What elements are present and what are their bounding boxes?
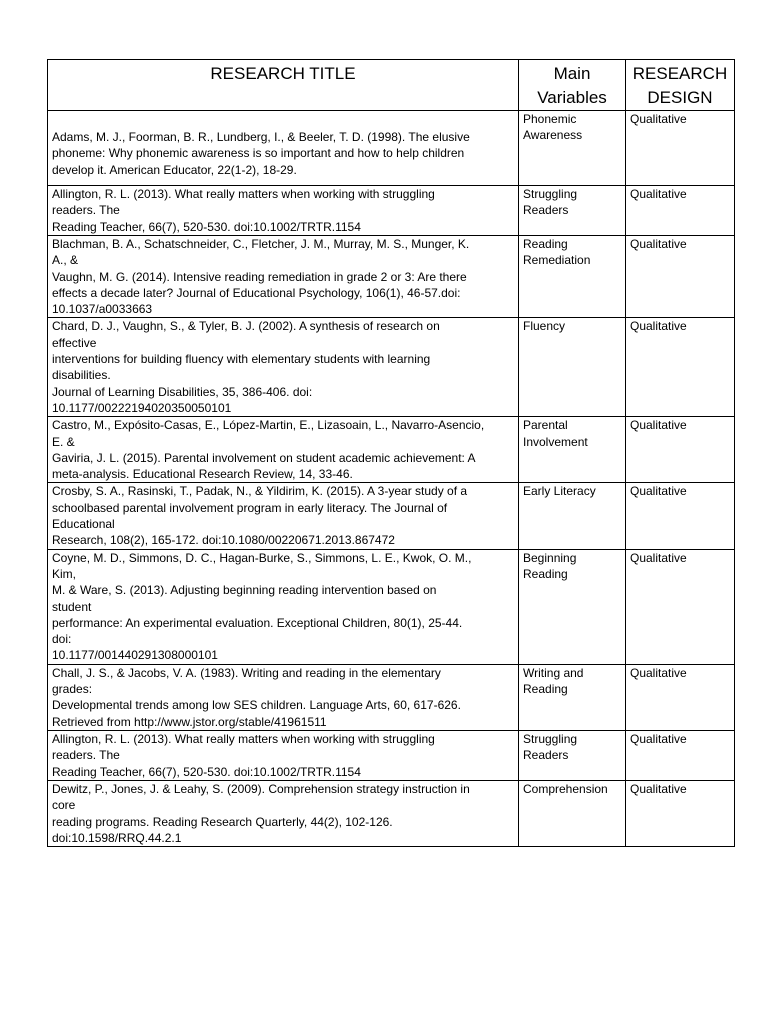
reference-line: 10.1177/00222194020350050101: [52, 400, 232, 415]
header-main-variables: [519, 60, 626, 111]
main-variable-line: Fluency: [523, 319, 566, 334]
research-design-cell: Qualitative: [626, 417, 735, 483]
table-row: [48, 664, 735, 730]
reference-line: student: [52, 599, 92, 614]
main-variable-line: Remediation: [523, 253, 591, 268]
header-research-title: [48, 60, 519, 111]
reference-line: Adams, M. J., Foorman, B. R., Lundberg, I., & Beeler, T. D. (1998). The elusive: [52, 130, 470, 144]
reference-line: develop it. American Educator, 22(1-2), 18-29.: [52, 162, 297, 177]
reference-cell: [48, 549, 519, 664]
research-design-cell: Qualitative: [626, 483, 735, 549]
research-table: [47, 59, 735, 847]
reference-line: schoolbased parental involvement program in early literacy. The Journal of: [52, 500, 448, 515]
main-variable-cell: [519, 780, 626, 846]
reference-line: Chard, D. J., Vaughn, S., & Tyler, B. J. (2002). A synthesis of research on: [52, 319, 440, 334]
main-variable-line: Readers: [523, 748, 569, 763]
header-research-design-line2: DESIGN: [647, 88, 713, 107]
main-variable-line: Phonemic: [523, 112, 577, 126]
reference-line: readers. The: [52, 203, 120, 218]
main-variable-line: Parental: [523, 418, 568, 433]
reference-line: Castro, M., Expósito-Casas, E., López-Martin, E., Lizasoain, L., Navarro-Asencio,: [52, 418, 485, 433]
research-design-cell: Qualitative: [626, 664, 735, 730]
reference-line: core: [52, 798, 76, 813]
reference-cell: [48, 780, 519, 846]
table-row: [48, 111, 735, 186]
reference-line: meta-analysis. Educational Research Review, 14, 33-46.: [52, 467, 353, 482]
reference-cell: [48, 483, 519, 549]
main-variable-cell: [519, 318, 626, 417]
reference-line: Crosby, S. A., Rasinski, T., Padak, N., & Yildirim, K. (2015). A 3-year study of a: [52, 484, 468, 499]
reference-line: doi:10.1598/RRQ.44.2.1: [52, 830, 182, 845]
research-design-cell: Qualitative: [626, 236, 735, 318]
reference-line: Allington, R. L. (2013). What really matters when working with struggling: [52, 731, 435, 746]
reference-cell: [48, 236, 519, 318]
research-design-cell: Qualitative: [626, 111, 735, 186]
table-row: [48, 730, 735, 780]
reference-line: Research, 108(2), 165-172. doi:10.1080/00220671.2013.867472: [52, 533, 395, 548]
reference-line: A., &: [52, 253, 79, 268]
main-variable-cell: [519, 664, 626, 730]
reference-line: Dewitz, P., Jones, J. & Leahy, S. (2009). Comprehension strategy instruction in: [52, 781, 470, 796]
research-design-cell: Qualitative: [626, 780, 735, 846]
table-header-row: [48, 60, 735, 111]
main-variable-cell: [519, 483, 626, 549]
research-design-cell: Qualitative: [626, 318, 735, 417]
reference-line: readers. The: [52, 748, 120, 763]
main-variable-line: Writing and: [523, 665, 584, 680]
reference-line: Chall, J. S., & Jacobs, V. A. (1983). Writing and reading in the elementary: [52, 665, 441, 680]
main-variable-line: Struggling: [523, 187, 578, 201]
reference-line: 10.1037/a0033663: [52, 302, 153, 317]
reference-line: Educational: [52, 517, 115, 532]
reference-line: M. & Ware, S. (2013). Adjusting beginning reading intervention based on: [52, 583, 437, 598]
reference-line: disabilities.: [52, 368, 111, 383]
reference-line: Journal of Learning Disabilities, 35, 386-406. doi:: [52, 384, 313, 399]
reference-line: Vaughn, M. G. (2014). Intensive reading remediation in grade 2 or 3: Are there: [52, 269, 467, 284]
table-body: [48, 111, 735, 847]
main-variable-line: Reading: [523, 566, 568, 581]
header-research-design: [626, 60, 735, 111]
main-variable-cell: [519, 730, 626, 780]
reference-line: Reading Teacher, 66(7), 520-530. doi:10.1002/TRTR.1154: [52, 219, 361, 234]
reference-line: effective: [52, 335, 97, 350]
reference-line: phoneme: Why phonemic awareness is so important and how to help children: [52, 146, 465, 161]
main-variable-line: Comprehension: [523, 781, 608, 796]
reference-line: interventions for building fluency with elementary students with learning: [52, 352, 431, 367]
main-variable-line: Beginning: [523, 550, 577, 565]
reference-cell: [48, 417, 519, 483]
reference-line: effects a decade later? Journal of Educational Psychology, 106(1), 46-57.doi:: [52, 285, 461, 300]
reference-line: Blachman, B. A., Schatschneider, C., Fletcher, J. M., Murray, M. S., Munger, K.: [52, 237, 470, 251]
reference-line: grades:: [52, 682, 93, 697]
table-row: [48, 780, 735, 846]
header-main-variables-line1: Main: [553, 64, 591, 83]
reference-line: Coyne, M. D., Simmons, D. C., Hagan-Burke, S., Simmons, L. E., Kwok, O. M.,: [52, 550, 472, 565]
reference-line: doi:: [52, 632, 72, 647]
reference-cell: [48, 186, 519, 236]
main-variable-line: Early Literacy: [523, 484, 596, 499]
reference-line: performance: An experimental evaluation. Exceptional Children, 80(1), 25-44.: [52, 615, 463, 630]
reference-line: reading programs. Reading Research Quarterly, 44(2), 102-126.: [52, 814, 393, 829]
main-variable-line: Reading: [523, 237, 568, 251]
reference-cell: [48, 111, 519, 186]
reference-cell: [48, 730, 519, 780]
reference-cell: [48, 664, 519, 730]
reference-cell: [48, 318, 519, 417]
header-research-title-text: RESEARCH TITLE: [210, 64, 356, 83]
header-main-variables-line2: Variables: [537, 88, 607, 107]
research-design-cell: Qualitative: [626, 186, 735, 236]
reference-line: Reading Teacher, 66(7), 520-530. doi:10.1002/TRTR.1154: [52, 764, 361, 779]
main-variable-line: Reading: [523, 682, 568, 697]
main-variable-line: Struggling: [523, 731, 578, 746]
table-row: [48, 549, 735, 664]
reference-line: Allington, R. L. (2013). What really matters when working with struggling: [52, 187, 435, 201]
main-variable-line: Awareness: [523, 128, 583, 143]
table-row: [48, 417, 735, 483]
table-row: [48, 318, 735, 417]
reference-line: Developmental trends among low SES children. Language Arts, 60, 617-626.: [52, 698, 461, 713]
table-row: [48, 483, 735, 549]
main-variable-line: Involvement: [523, 434, 588, 449]
main-variable-cell: [519, 549, 626, 664]
main-variable-line: Readers: [523, 203, 569, 218]
reference-line: Gaviria, J. L. (2015). Parental involvement on student academic achievement: A: [52, 450, 476, 465]
main-variable-cell: [519, 417, 626, 483]
table-row: [48, 186, 735, 236]
main-variable-cell: [519, 186, 626, 236]
research-design-cell: Qualitative: [626, 730, 735, 780]
table-row: [48, 236, 735, 318]
main-variable-cell: [519, 236, 626, 318]
research-design-cell: Qualitative: [626, 549, 735, 664]
reference-line: Kim,: [52, 566, 76, 581]
reference-line: 10.1177/001440291308000101: [52, 648, 218, 663]
reference-line: Retrieved from http://www.jstor.org/stable/41961511: [52, 714, 327, 729]
header-research-design-line1: RESEARCH: [632, 64, 728, 83]
main-variable-cell: [519, 111, 626, 186]
reference-line: E. &: [52, 434, 75, 449]
